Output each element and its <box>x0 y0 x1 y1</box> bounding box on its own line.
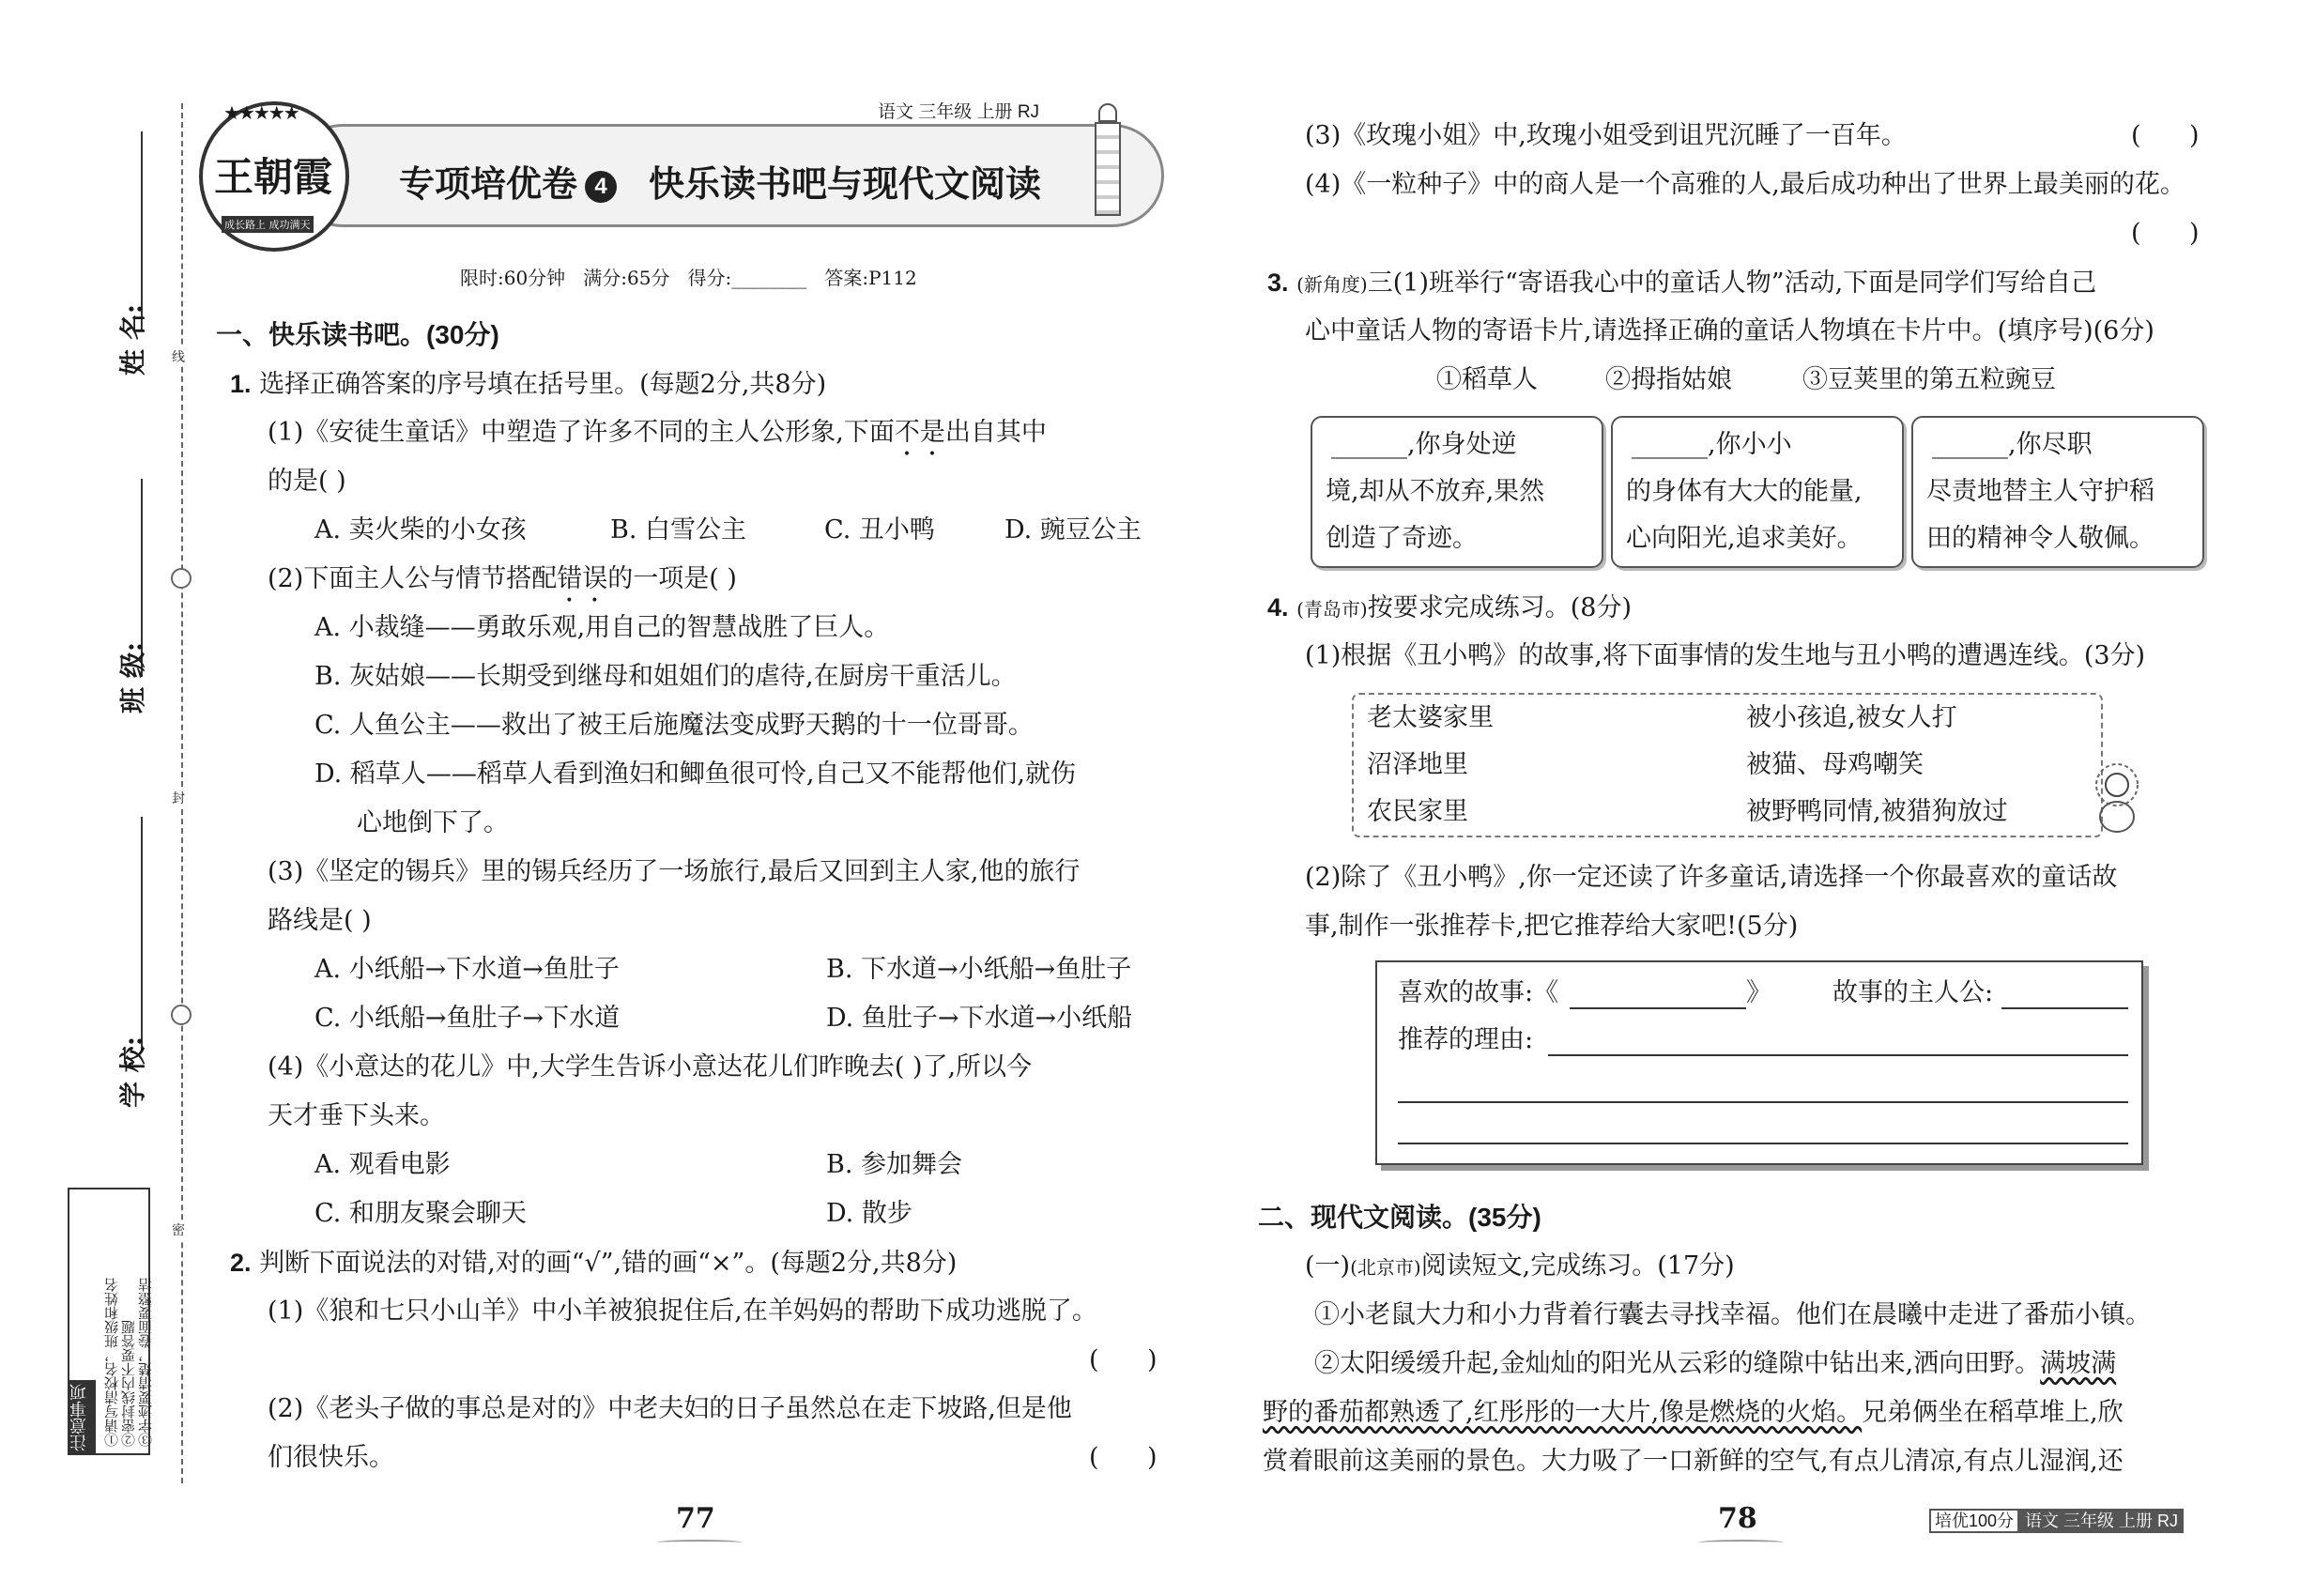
q1-4-opt-c[interactable]: C. 和朋友聚会聊天 <box>314 1199 527 1228</box>
card-3-line3: 田的精神令人敬佩。 <box>1926 524 2154 553</box>
q1-4-opt-d[interactable]: D. 散步 <box>826 1199 912 1228</box>
passage-para-2: ②太阳缓缓升起,金灿灿的阳光从云彩的缝隙中钻出来,洒向田野。满坡满 <box>1314 1349 2117 1378</box>
footer-tag: 培优100分 <box>1929 1509 2019 1533</box>
q1-2-opt-b[interactable]: B. 灰姑娘——长期受到继母和姐姐们的虐待,在厨房干重活儿。 <box>314 662 1017 691</box>
q3-line1: 3. (新角度)三(1)班举行“寄语我心中的童话人物”活动,下面是同学们写给自己 <box>1267 269 2097 298</box>
card-1-line2: 境,却从不放弃,果然 <box>1326 477 1545 506</box>
q1-2-opt-d[interactable]: D. 稻草人——稻草人看到渔妇和鲫鱼很可怜,自己又不能帮他们,就伤 <box>314 760 1077 789</box>
q4-title: 4. (青岛市)按要求完成练习。(8分) <box>1267 593 1632 622</box>
q1-2-opt-a[interactable]: A. 小裁缝——勇敢乐观,用自己的智慧战胜了巨人。 <box>314 613 890 642</box>
q1-1-opt-c[interactable]: C. 丑小鸭 <box>824 515 935 545</box>
header-meta: 语文 三年级 上册 RJ <box>878 102 1040 122</box>
card-2-line3: 心向阳光,追求美好。 <box>1626 524 1863 553</box>
q1-1-opt-b[interactable]: B. 白雪公主 <box>610 515 747 545</box>
rec-hero-label: 故事的主人公: <box>1832 978 1994 1007</box>
q1-4-line2: 天才垂下头来。 <box>268 1101 445 1130</box>
q1-4-line1[interactable]: (4)《小意达的花儿》中,大学生告诉小意达花儿们昨晚去( )了,所以今 <box>268 1052 1033 1082</box>
q1-1-line1: (1)《安徒生童话》中塑造了许多不同的主人公形象,下面不是出自其中 <box>268 418 1047 447</box>
page-number-left: 77 <box>676 1502 715 1535</box>
binding-margin <box>0 0 188 1596</box>
rec-reason-label: 推荐的理由: <box>1398 1025 1534 1054</box>
passage-para-1: ①小老鼠大力和小力背着行囊去寻找幸福。他们在晨曦中走进了番茄小镇。 <box>1314 1300 2151 1329</box>
q2-1: (1)《狼和七只小山羊》中小羊被狼捉住后,在羊妈妈的帮助下成功逃脱了。 <box>268 1297 1097 1326</box>
message-card-2[interactable] <box>1611 416 1904 568</box>
class-label: 班 级: <box>117 641 148 714</box>
brand-sub: 成长路上 成功满天 <box>222 216 314 233</box>
card-1-line3: 创造了奇迹。 <box>1326 524 1478 553</box>
q2-2-answer[interactable]: ( ) <box>1089 1443 1158 1472</box>
q1-4-opt-a[interactable]: A. 观看电影 <box>314 1150 451 1179</box>
notice-title: 注意事项 <box>68 1380 96 1455</box>
q3-opt-2: ②拇指姑娘 <box>1605 365 1732 394</box>
notice-item-1: ①请写清校名，班级和姓名 <box>103 1278 120 1447</box>
q2-2-line2: 们很快乐。 <box>268 1443 394 1472</box>
q2-4-answer[interactable]: ( ) <box>2131 219 2200 248</box>
card-1-line1: ______,你身处逆 <box>1331 430 1517 459</box>
card-2-line2: 的身体有大大的能量, <box>1626 477 1863 506</box>
name-label: 姓 名: <box>117 303 148 376</box>
place-3[interactable]: 农民家里 <box>1367 797 1468 826</box>
binding-hole-1 <box>171 568 192 589</box>
rec-story-label: 喜欢的故事:《 <box>1398 978 1559 1007</box>
q1-4-opt-b[interactable]: B. 参加舞会 <box>826 1150 963 1179</box>
notice-box <box>68 1188 154 1455</box>
q4-tag: (青岛市) <box>1296 598 1368 621</box>
footer-info: 语文 三年级 上册 RJ <box>2019 1509 2184 1533</box>
card-2-line1: ______,你小小 <box>1632 430 1792 459</box>
q1-title: 1. 选择正确答案的序号填在括号里。(每题2分,共8分) <box>230 370 827 399</box>
cut-mark-1: 线 <box>172 347 185 366</box>
reading-1-tag: (北京市) <box>1350 1256 1421 1279</box>
passage-para-2-cont: 野的番茄都熟透了,红彤彤的一大片,像是燃烧的火焰。兄弟俩坐在稻草堆上,欣 <box>1263 1398 2124 1427</box>
binding-hole-2 <box>171 1005 192 1025</box>
event-1[interactable]: 被小孩追,被女人打 <box>1746 703 1957 732</box>
q1-3-line1: (3)《坚定的锡兵》里的锡兵经历了一场旅行,最后又回到主人家,他的旅行 <box>268 857 1081 886</box>
passage-para-2-cont2: 赏着眼前这美丽的景色。大力吸了一口新鲜的空气,有点儿清凉,有点儿湿润,还 <box>1263 1447 2124 1476</box>
q1-2-stem[interactable]: (2)下面主人公与情节搭配错误的一项是( ) <box>268 564 737 593</box>
message-card-3[interactable] <box>1911 416 2204 568</box>
footer-badge <box>1929 1508 2184 1532</box>
q3-tag: (新角度) <box>1296 273 1368 296</box>
rec-reason-line-1[interactable] <box>1548 1054 2128 1056</box>
lighthouse-icon <box>1089 103 1127 225</box>
q2-2-line1: (2)《老头子做的事总是对的》中老夫妇的日子虽然总在走下坡路,但是他 <box>268 1394 1072 1423</box>
reading-1-title: (一)(北京市)阅读短文,完成练习。(17分) <box>1305 1251 1735 1281</box>
card-3-line2: 尽责地替主人守护稻 <box>1926 477 2154 506</box>
q3-opt-1: ①稻草人 <box>1436 365 1538 394</box>
section-1-title: 一、快乐读书吧。(30分) <box>216 320 499 349</box>
q4-2-line1: (2)除了《丑小鸭》,你一定还读了许多童话,请选择一个你最喜欢的童话故 <box>1305 863 2118 892</box>
q1-2-opt-d-cont: 心地倒下了。 <box>357 808 509 837</box>
title-main: 快乐读书吧与现代文阅读 <box>649 165 1042 205</box>
event-2[interactable]: 被猫、母鸡嘲笑 <box>1746 750 1924 779</box>
header-title <box>399 155 1041 207</box>
q1-1-line2[interactable]: 的是( ) <box>268 467 346 496</box>
place-2[interactable]: 沼泽地里 <box>1367 750 1468 779</box>
q4-1: (1)根据《丑小鸭》的故事,将下面事情的发生地与丑小鸭的遭遇连线。(3分) <box>1305 641 2146 670</box>
q1-3-opt-d[interactable]: D. 鱼肚子→下水道→小纸船 <box>826 1004 1133 1033</box>
q2-1-answer[interactable]: ( ) <box>1089 1345 1158 1374</box>
q4-2-line2: 事,制作一张推荐卡,把它推荐给大家吧!(5分) <box>1305 912 1799 941</box>
q1-3-opt-c[interactable]: C. 小纸船→鱼肚子→下水道 <box>314 1004 621 1033</box>
q2-4: (4)《一粒种子》中的商人是一个高雅的人,最后成功种出了世界上最美丽的花。 <box>1305 170 2185 199</box>
title-num-badge: 4 <box>585 171 617 203</box>
place-1[interactable]: 老太婆家里 <box>1367 703 1494 732</box>
q1-1-opt-d[interactable]: D. 豌豆公主 <box>1004 515 1142 545</box>
q1-1-opt-a[interactable]: A. 卖火柴的小女孩 <box>314 515 527 545</box>
rec-reason-line-2[interactable] <box>1398 1101 2128 1103</box>
page-wave-left <box>657 1540 742 1545</box>
q3-opt-3: ③豆荚里的第五粒豌豆 <box>1802 365 2056 394</box>
title-prefix: 专项培优卷 <box>399 165 578 205</box>
q1-3-opt-b[interactable]: B. 下水道→小纸船→鱼肚子 <box>826 955 1132 984</box>
star-icons: ★★★★★ <box>223 101 299 124</box>
recommend-card[interactable] <box>1375 960 2143 1165</box>
q1-3-opt-a[interactable]: A. 小纸船→下水道→鱼肚子 <box>314 955 620 984</box>
exam-info: 限时:60分钟 满分:65分 得分:________ 答案:P112 <box>460 267 917 289</box>
rec-story-blank[interactable] <box>1570 1007 1746 1009</box>
rec-hero-blank[interactable] <box>2001 1007 2128 1009</box>
rec-reason-line-3[interactable] <box>1398 1143 2128 1144</box>
page-wave-right <box>1699 1540 1784 1545</box>
brand-name: 王朝霞 <box>214 154 333 200</box>
cut-mark-2: 封 <box>172 789 185 807</box>
q1-2-opt-c[interactable]: C. 人鱼公主——救出了被王后施魔法变成野天鹅的十一位哥哥。 <box>314 711 1034 740</box>
lion-illustration-icon <box>2089 760 2145 836</box>
message-card-1[interactable] <box>1311 416 1603 568</box>
q2-3: (3)《玫瑰小姐》中,玫瑰小姐受到诅咒沉睡了一百年。 <box>1305 121 1907 150</box>
q1-3-line2[interactable]: 路线是( ) <box>268 906 372 935</box>
school-label: 学 校: <box>117 1036 148 1108</box>
cut-mark-3: 密 <box>172 1220 185 1239</box>
q2-title: 2. 判断下面说法的对错,对的画“√”,错的画“×”。(每题2分,共8分) <box>230 1249 958 1278</box>
card-3-line1: ______,你尽职 <box>1932 430 2093 459</box>
school-line <box>141 817 143 1051</box>
name-line <box>141 131 143 319</box>
q2-3-answer[interactable]: ( ) <box>2131 121 2200 150</box>
rec-story-end: 》 <box>1746 978 1771 1007</box>
notice-item-2: ②密封线内不要答题 <box>120 1320 137 1447</box>
q3-line2: 心中童话人物的寄语卡片,请选择正确的童话人物填在卡片中。(填序号)(6分) <box>1305 316 2154 345</box>
event-3[interactable]: 被野鸭同情,被猎狗放过 <box>1746 797 2008 826</box>
page-number-right: 78 <box>1718 1502 1757 1535</box>
notice-item-3: ③字迹要清楚，卷面要整洁 <box>137 1278 154 1447</box>
brand-logo <box>199 101 349 252</box>
section-2-title: 二、现代文阅读。(35分) <box>1258 1203 1541 1232</box>
